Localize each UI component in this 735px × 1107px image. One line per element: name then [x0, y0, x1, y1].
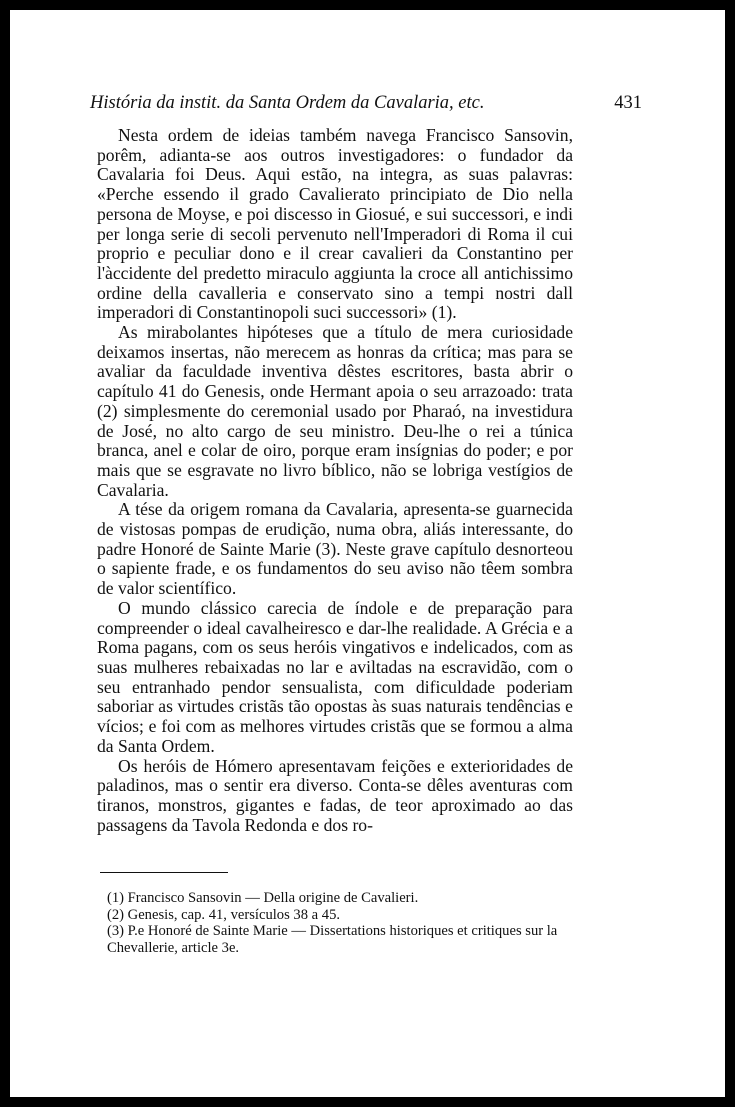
- footnote: (3) P.e Honoré de Sainte Marie — Dissertations historiques et critiques sur la Chevallerie, article 3e.: [107, 923, 558, 956]
- paragraph: As mirabolantes hipóteses que a título de mera curiosidade deixamos insertas, não merecem as honras da crítica; mas para se avaliar da faculdade inventiva dêstes escritores, basta abrir o capítulo 41 do Genesis, onde Hermant apoia o seu arrazoado: trata (2) simplesmente do ceremonial usado por Pharaó, na investidura de José, no alto cargo de seu ministro. Deu-lhe o rei a túnica branca, anel e colar de oiro, porque eram insígnias do poder; e por mais que se esgravate no livro bíblico, não se lobriga vestígios de Cavalaria.: [97, 322, 573, 500]
- running-title: História da instit. da Santa Ordem da Cavalaria, etc.: [90, 93, 485, 113]
- footnote-divider: [100, 872, 228, 873]
- book-page: [10, 10, 725, 1097]
- footnote: (1) Francisco Sansovin — Della origine de Cavalieri.: [107, 890, 419, 906]
- page-number: 431: [614, 93, 642, 113]
- body-text: [97, 126, 573, 835]
- paragraph: A tése da origem romana da Cavalaria, apresenta-se guarnecida de vistosas pompas de erudição, numa obra, aliás interessante, do padre Honoré de Sainte Marie (3). Neste grave capítulo desnorteou o sapiente frade, e os fundamentos do seu aviso não têem sombra de valor scientífico.: [97, 499, 573, 599]
- paragraph: Nesta ordem de ideias também navega Francisco Sansovin, porêm, adianta-se aos outros investigadores: o fundador da Cavalaria foi Deus. Aqui estão, na integra, as suas palavras: «Perche essendo il grado Cavalierato principiato de Dio nella persona de Moyse, e poi discesso in Giosué, e sui successori, e indi per longa serie di secoli pervenuto nell'Imperadori di Roma il cui proprio e peculiar dono e il crear cavalieri da Constantino per l'àccidente del predetto miraculo aggiunta la croce all antichissimo ordine della cavalleria e conservato sino a tempi nostri dall imperadori di Constantinopoli suci successori» (1).: [97, 125, 573, 323]
- paragraph: O mundo clássico carecia de índole e de preparação para compreender o ideal cavalheiresco e dar-lhe realidade. A Grécia e a Roma pagans, com os seus heróis vingativos e indelicados, com as suas mulheres rebaixadas no lar e aviltadas na escravidão, com o seu entranhado pendor sensualista, com dificuldade poderiam saboriar as virtudes cristãs tão opostas às suas naturais tendências e vícios; e foi com as melhores virtudes cristãs que se formou a alma da Santa Ordem.: [97, 597, 573, 756]
- running-header: [90, 92, 642, 114]
- paragraph: Os heróis de Hómero apresentavam feições e exterioridades de paladinos, mas o sentir era diverso. Conta-se dêles aventuras com tiranos, monstros, gigantes e fadas, de teor aproximado ao das passagens da Tavola Redonda e dos ro-: [97, 755, 573, 835]
- footnote: (2) Genesis, cap. 41, versículos 38 a 45.: [107, 906, 341, 923]
- footnotes: [107, 890, 573, 956]
